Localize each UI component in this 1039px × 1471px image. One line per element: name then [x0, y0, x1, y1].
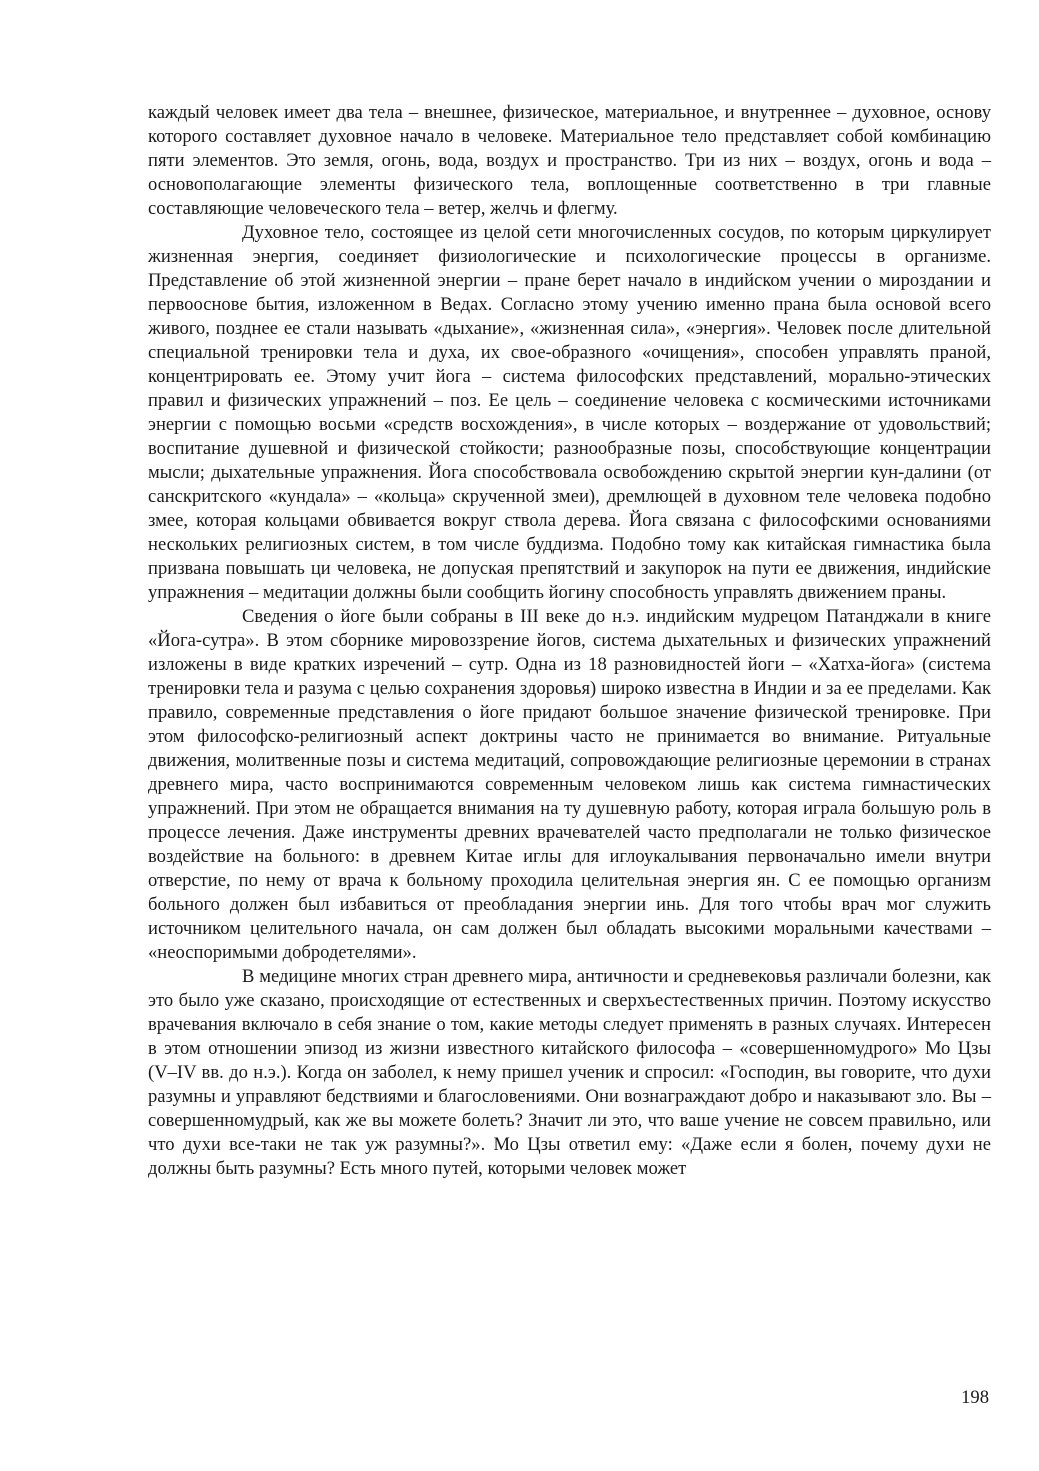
paragraph-1: каждый человек имеет два тела – внешнее, физическое, материальное, и внутреннее – духовное, основу которого составляет духовное начало в человеке. Материальное тело представляет собой комбинацию пяти элементов. Это земля, огонь, вода, воздух и пространство. Три из них – воздух, огонь и вода – основополагающие элементы физического тела, воплощенные соответственно в три главные составляющие человеческого тела – ветер, желчь и флегму. [148, 102, 991, 219]
paragraph-2: Духовное тело, состоящее из целой сети многочисленных сосудов, по которым циркулирует жизненная энергия, соединяет физиологические и психологические процессы в организме. Представление об этой жизненной энергии – пране берет начало в индийском учении о мироздании и первооснове бытия, изложенном в Ведах. Согласно этому учению именно прана была основой всего живого, позднее ее стали называть «дыхание», «жизненная сила», «энергия». Человек после длительной специальной тренировки тела и духа, их свое-образного «очищения», способен управлять праной, концентрировать ее. Этому учит йога – система философских представлений, морально-этических правил и физических упражнений – поз. Ее цель – соединение человека с космическими источниками энергии с помощью восьми «средств восхождения», в числе которых – воздержание от удовольствий; воспитание душевной и физической стойкости; разнообразные позы, способствующие концентрации мысли; дыхательные упражнения. Йога способствовала освобождению скрытой энергии кун-далини (от санскритского «кундала» – «кольца» скрученной змеи), дремлющей в духовном теле человека подобно змее, которая кольцами обвивается вокруг ствола дерева. Йога связана с философскими основаниями нескольких религиозных систем, в том числе буддизма. Подобно тому как китайская гимнастика была призвана повышать ци человека, не допуская препятствий и закупорок на пути ее движения, индийские упражнения – медитации должны были сообщить йогину способность управлять движением праны. [148, 222, 991, 603]
paragraph-4: В медицине многих стран древнего мира, античности и средневековья различали болезни, как это было уже сказано, происходящие от естественных и сверхъестественных причин. Поэтому искусство врачевания включало в себя знание о том, какие методы следует применять в разных случаях. Интересен в этом отношении эпизод из жизни известного китайского философа – «совершенномудрого» Мо Цзы (V–IV вв. до н.э.). Когда он заболел, к нему пришел ученик и спросил: «Господин, вы говорите, что духи разумны и управляют бедствиями и благословениями. Они вознаграждают добро и наказывают зло. Вы – совершенномудрый, как же вы можете болеть? Значит ли это, что ваше учение не совсем правильно, или что духи все-таки не так уж разумны?». Мо Цзы ответил ему: «Даже если я болен, почему духи не должны быть разумны? Есть много путей, которыми человек может [148, 966, 991, 1179]
body-text [148, 101, 991, 1181]
page-number: 198 [961, 1387, 989, 1408]
paragraph-3: Сведения о йоге были собраны в III веке до н.э. индийским мудрецом Патанджали в книге «Йога-сутра». В этом сборнике мировоззрение йогов, система дыхательных и физических упражнений изложены в виде кратких изречений – сутр. Одна из 18 разновидностей йоги – «Хатха-йога» (система тренировки тела и разума с целью сохранения здоровья) широко известна в Индии и за ее пределами. Как правило, современные представления о йоге придают большое значение физической тренировке. При этом философско-религиозный аспект доктрины часто не принимается во внимание. Ритуальные движения, молитвенные позы и система медитаций, сопровождающие религиозные церемонии в странах древнего мира, часто воспринимаются современным человеком лишь как система гимнастических упражнений. При этом не обращается внимания на ту душевную работу, которая играла большую роль в процессе лечения. Даже инструменты древних врачевателей часто предполагали не только физическое воздействие на больного: в древнем Китае иглы для иглоукалывания первоначально имели внутри отверстие, по нему от врача к больному проходила целительная энергия ян. С ее помощью организм больного должен был избавиться от преобладания энергии инь. Для того чтобы врач мог служить источником целительного начала, он сам должен был обладать высокими моральными качествами – «неоспоримыми добродетелями». [148, 606, 991, 963]
